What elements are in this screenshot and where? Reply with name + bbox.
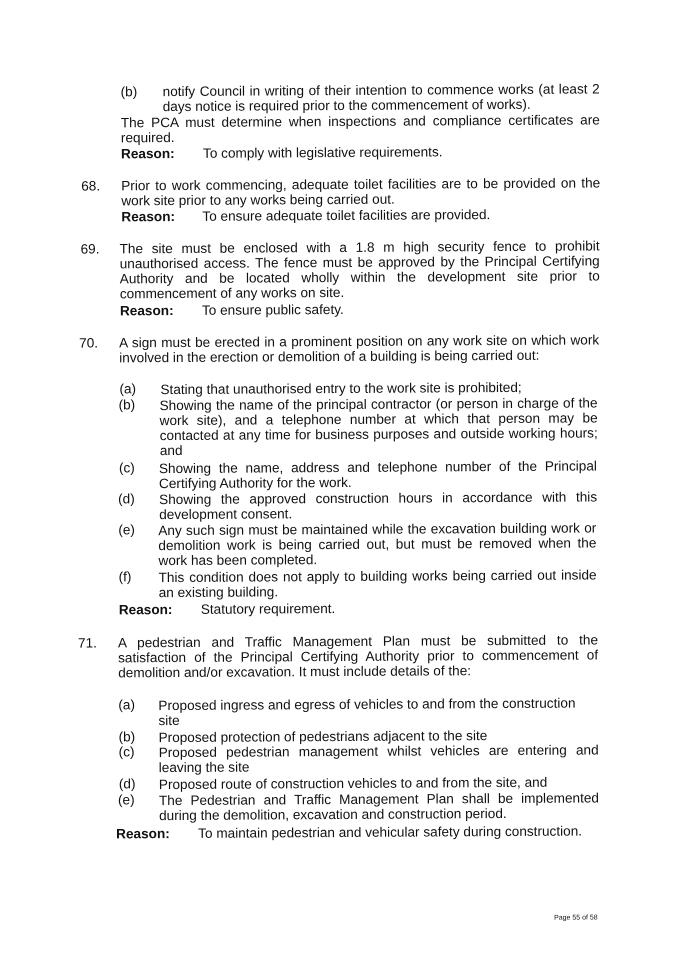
reason-text: Statutory requirement. [200,601,336,617]
sub-item-label: (b) [118,397,136,413]
sub-item-label: (e) [117,792,135,808]
sub-item-label: (c) [118,744,135,760]
pca-paragraph: The PCA must determine when inspections and compliance certificates are required. [120,112,600,146]
sub-item-label: (b) [120,84,138,100]
sub-item-text: Any such sign must be maintained while the excavation building work or demolition work is being carried out, but must be removed when the work has been completed. [158,520,597,569]
sub-item-text: This condition does not apply to building works being carried out inside an existing building. [158,567,597,601]
sub-item-text: Proposed route of construction vehicles to and from the site, and [158,774,548,793]
reason-text: To ensure adequate toilet facilities are provided. [202,207,491,224]
sub-item-label: (d) [118,491,135,507]
condition-number: 70. [79,335,99,351]
sub-item-label: (a) [118,697,136,713]
sub-item-label: (c) [118,460,135,476]
sub-item-text: Proposed pedestrian management whilst vehicles are entering and leaving the site [158,742,599,776]
condition-number: 69. [80,241,100,257]
sub-item-text: Showing the approved construction hours in accordance with this development consent. [159,489,598,523]
sub-item-label: (b) [118,729,136,745]
condition-number: 71. [77,635,97,651]
reason-label: Reason: [118,602,173,618]
condition-text: The site must be enclosed with a 1.8 m high security fence to prohibit unauthorised access. The fence must be approved by the Principal Certifying Authority and be located wholly within the development site prior to commencement of any works on site. [119,238,600,302]
sub-item-text: Proposed protection of pedestrians adjacent to the site [158,728,488,746]
reason-text: To maintain pedestrian and vehicular safety during construction. [198,823,583,841]
reason-label: Reason: [119,303,174,319]
sub-item-text: Stating that unauthorised entry to the work site is prohibited; [160,379,522,398]
sub-item-label: (a) [119,381,137,397]
condition-text: A pedestrian and Traffic Management Plan must be submitted to the satisfaction of the Principal Certifying Authority prior to commencement of demolition and/or excavation. It must include details of the: [117,632,599,681]
reason-label: Reason: [120,146,175,162]
sub-item-text: Proposed ingress and egress of vehicles to and from the construction site [158,695,576,729]
reason-label: Reason: [116,826,170,842]
reason-text: To comply with legislative requirements. [202,144,443,161]
sub-item-label: (d) [118,776,136,792]
sub-item-text: Showing the name of the principal contractor (or person in charge of the work site), and a telephone number at which that person may be contacted at any time for business purposes and outside working hours; and [159,395,598,459]
sub-item-label: (e) [118,522,135,538]
sub-item-text: The Pedestrian and Traffic Management Plan shall be implemented during the demolition, excavation and construction period. [158,790,599,824]
page-number: Page 55 of 58 [554,914,598,922]
sub-item-label: (f) [118,569,132,585]
condition-text: Prior to work commencing, adequate toilet facilities are to be provided on the work site prior to any works being carried out. [121,175,601,209]
sub-item-text: Showing the name, address and telephone number of the Principal Certifying Authority for the work. [158,458,597,492]
sub-item-text: notify Council in writing of their intention to commence works (at least 2 days notice is required prior to the commencement of works). [162,81,600,115]
condition-text: A sign must be erected in a prominent position on any work site on which work involved in the erection or demolition of a building is being carried out: [119,332,600,366]
reason-label: Reason: [121,209,176,225]
condition-number: 68. [81,178,101,194]
reason-text: To ensure public safety. [201,301,344,318]
